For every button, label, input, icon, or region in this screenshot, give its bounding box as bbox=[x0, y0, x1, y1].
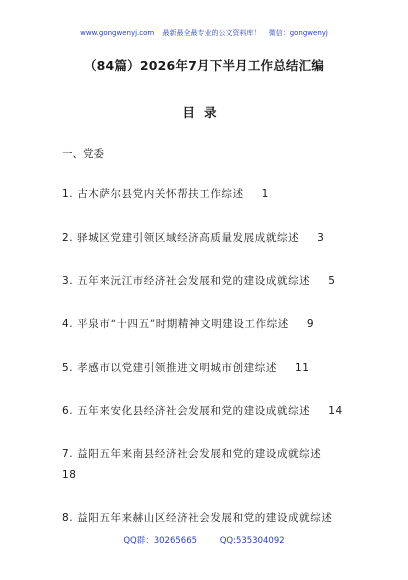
toc-item-page: 11 bbox=[294, 362, 310, 374]
toc-item-text: 五年来安化县经济社会发展和党的建设成就综述 bbox=[77, 405, 311, 417]
toc-item-page: 9 bbox=[306, 318, 315, 330]
toc-item-page: 14 bbox=[328, 405, 343, 417]
toc-item[interactable] bbox=[62, 273, 336, 288]
document-title: （84篇）2026年7月下半月工作总结汇编 bbox=[83, 58, 325, 73]
toc-item[interactable] bbox=[62, 360, 310, 375]
toc-item-number: 5. bbox=[62, 362, 74, 374]
toc-item-text: 益阳五年来南县经济社会发展和党的建设成就综述 bbox=[77, 448, 322, 460]
toc-item-page: 1 bbox=[261, 188, 269, 200]
toc-item-number: 8. bbox=[62, 512, 74, 524]
toc-item-number: 7. bbox=[62, 448, 74, 460]
toc-item-text: 孝感市以党建引领推进文明城市创建综述 bbox=[77, 362, 277, 374]
toc-heading: 目录 bbox=[182, 105, 226, 120]
toc-item[interactable] bbox=[62, 446, 321, 481]
toc-item[interactable] bbox=[62, 316, 314, 331]
header-banner bbox=[0, 28, 408, 38]
footer-qq-group: QQ群：30265665 bbox=[123, 536, 198, 546]
toc-item[interactable] bbox=[62, 230, 324, 245]
toc-item[interactable] bbox=[62, 403, 343, 418]
toc-item-number: 2. bbox=[62, 232, 74, 244]
toc-item-number: 1. bbox=[62, 188, 74, 200]
section-label: 一、党委 bbox=[62, 148, 104, 160]
header-site-link[interactable]: www.gongwenyj.com bbox=[80, 29, 155, 37]
toc-item-number: 4. bbox=[62, 318, 74, 330]
toc-item-page: 5 bbox=[328, 275, 336, 287]
toc-item-page: 18 bbox=[62, 469, 77, 481]
toc-item-number: 3. bbox=[62, 275, 74, 287]
toc-item[interactable] bbox=[62, 510, 332, 525]
header-slogan: 最新最全最专业的公文资料库！ bbox=[162, 29, 261, 37]
toc-item-text: 益阳五年来赫山区经济社会发展和党的建设成就综述 bbox=[77, 512, 333, 524]
toc-item-text: 驿城区党建引领区域经济高质量发展成就综述 bbox=[77, 232, 300, 244]
toc-item-text: 平泉市“十四五”时期精神文明建设工作综述 bbox=[77, 318, 289, 330]
toc-item[interactable] bbox=[62, 186, 269, 201]
toc-item-text: 古木萨尔县党内关怀帮扶工作综述 bbox=[77, 188, 244, 200]
toc-item-text: 五年来沅江市经济社会发展和党的建设成就综述 bbox=[77, 275, 311, 287]
toc-item-number: 6. bbox=[62, 405, 74, 417]
header-wechat: 微信：gongwenyj bbox=[268, 29, 328, 37]
toc-item-page: 3 bbox=[317, 232, 325, 244]
footer-qq: QQ:535304092 bbox=[219, 536, 285, 546]
footer-banner bbox=[0, 534, 408, 546]
